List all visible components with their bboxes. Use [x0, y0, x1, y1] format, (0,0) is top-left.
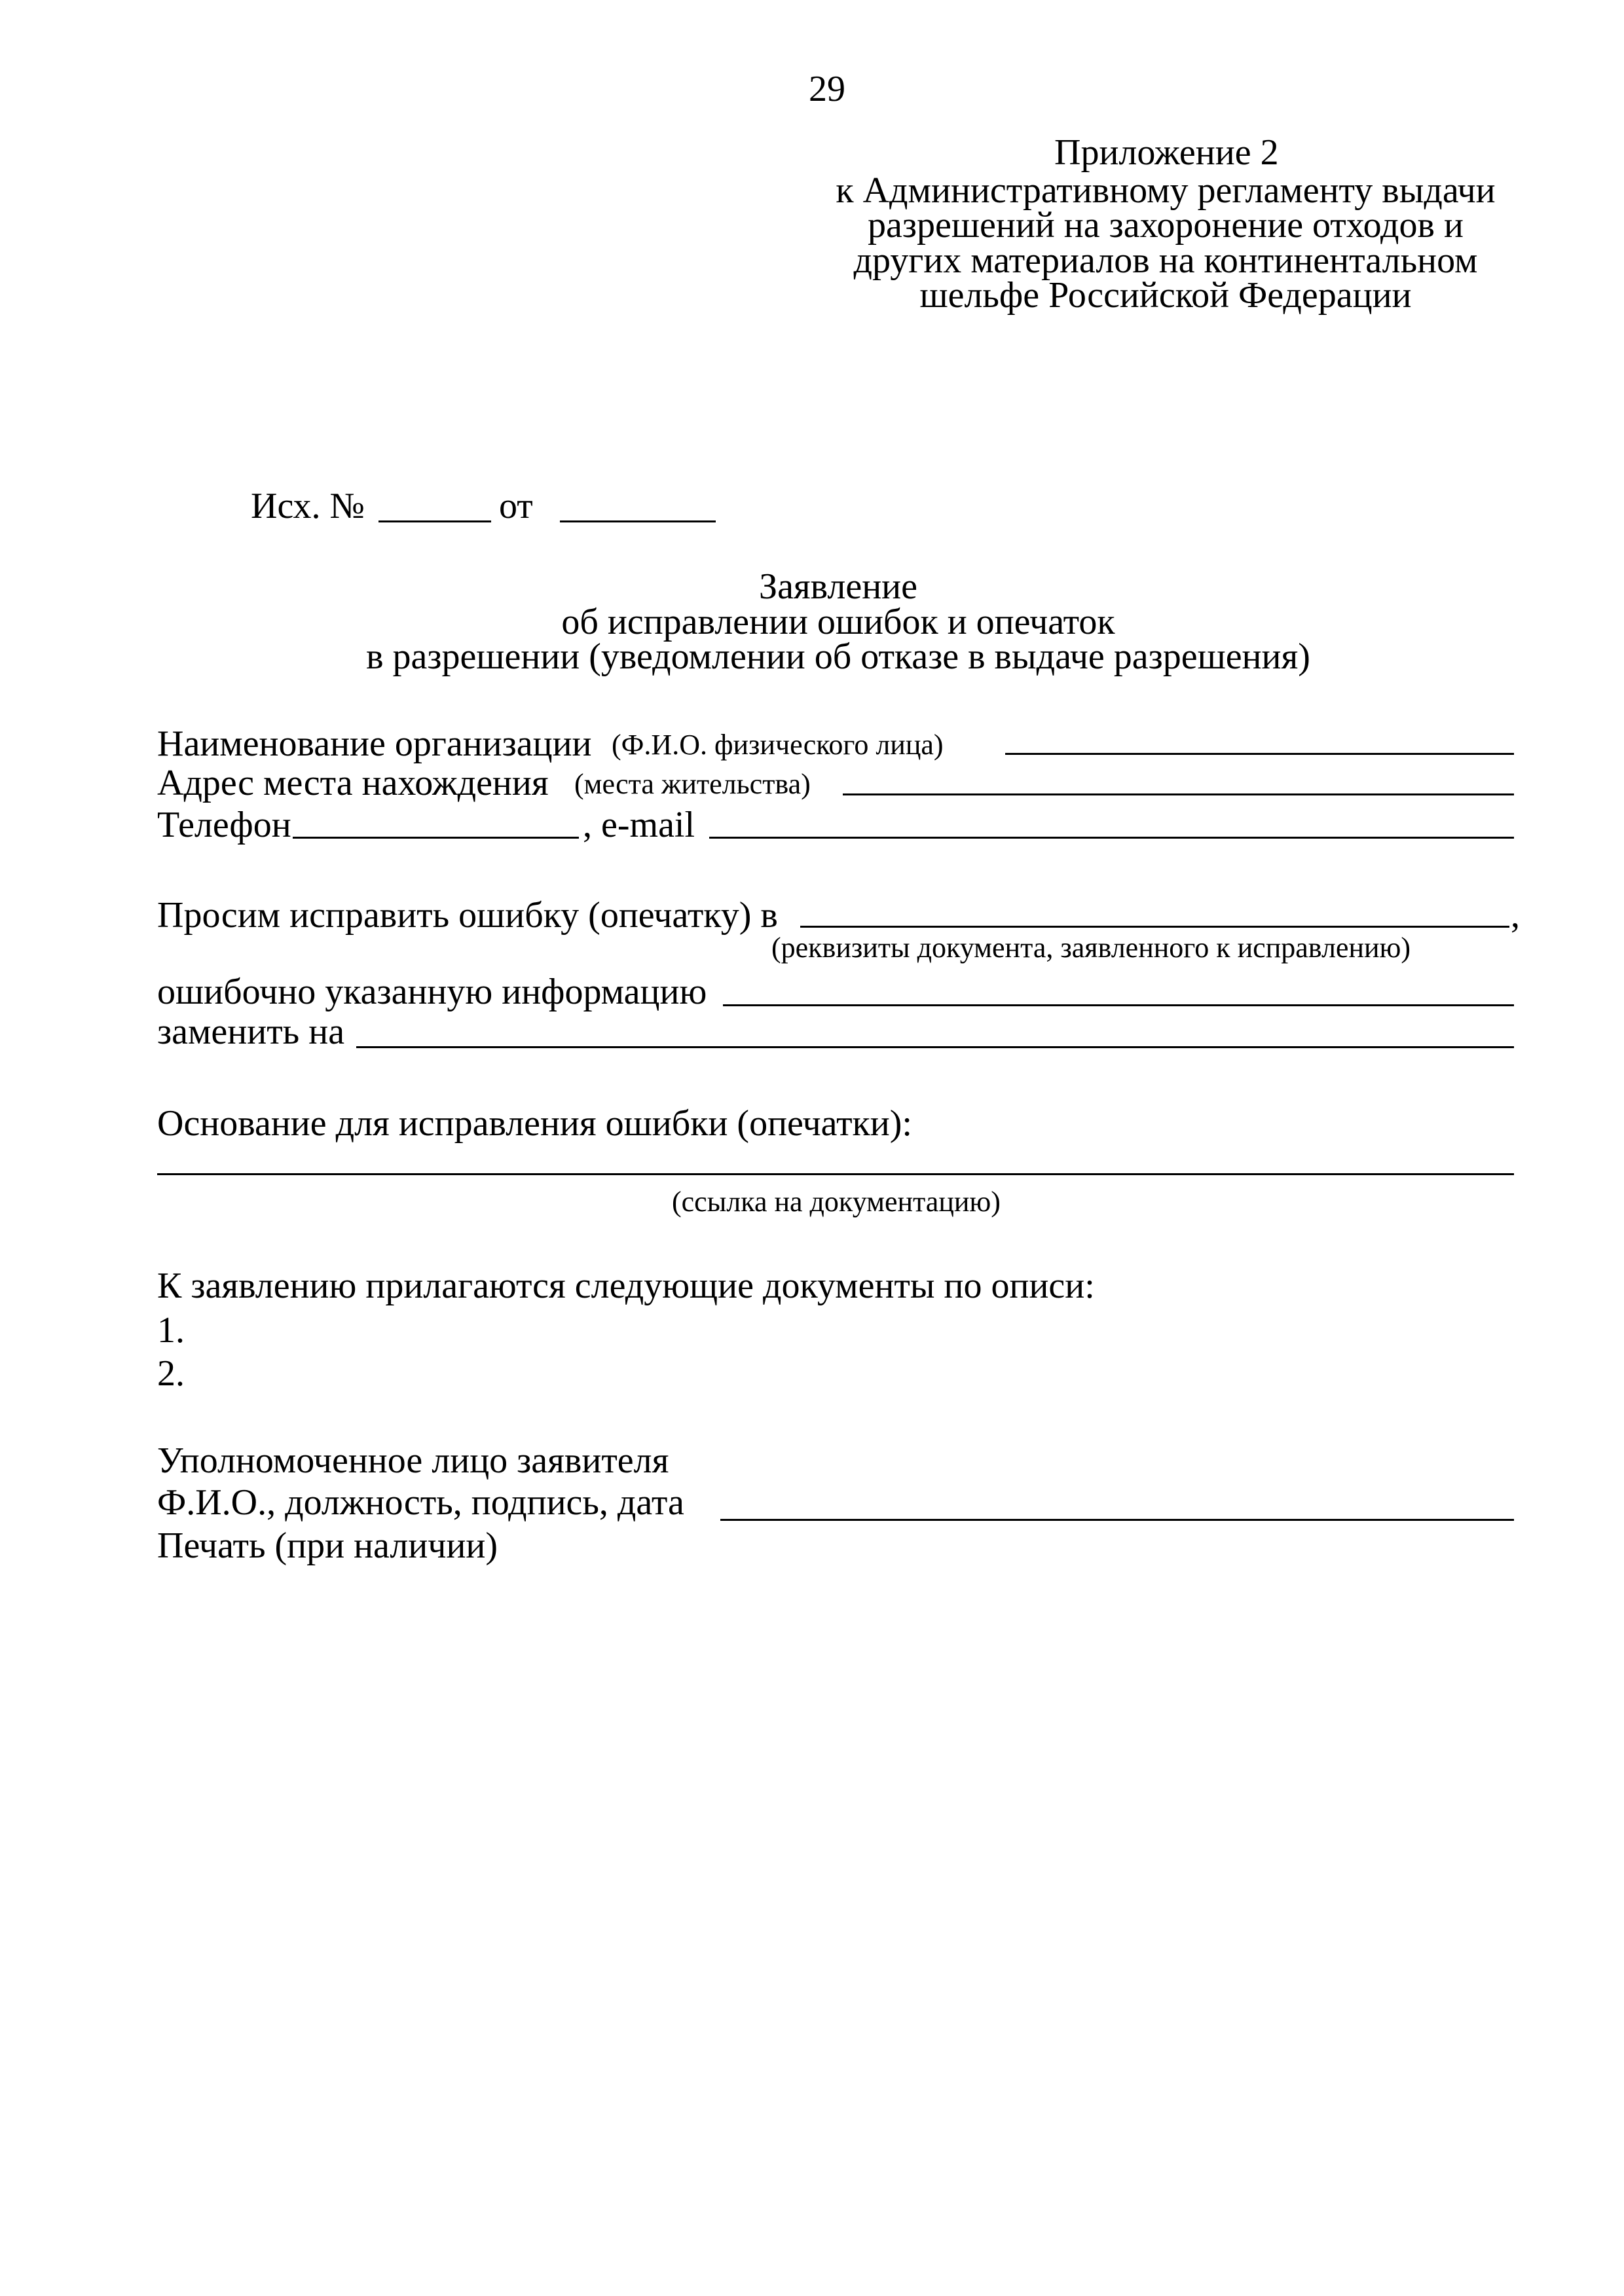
- address-field[interactable]: [843, 793, 1514, 795]
- wrong-info-field[interactable]: [723, 1004, 1514, 1006]
- attachments-label: К заявлению прилагаются следующие документы по описи:: [157, 1266, 1095, 1306]
- signature-details-label: Ф.И.О., должность, подпись, дата: [157, 1482, 684, 1523]
- email-field[interactable]: [709, 837, 1514, 839]
- wrong-info-label: ошибочно указанную информацию: [157, 972, 707, 1012]
- phone-field[interactable]: [293, 837, 579, 839]
- correction-comma: ,: [1511, 895, 1520, 936]
- correction-request-label: Просим исправить ошибку (опечатку) в: [157, 895, 778, 936]
- attachment-item: 2.: [157, 1353, 185, 1394]
- org-name-hint: (Ф.И.О. физического лица): [612, 729, 944, 761]
- outgoing-number-label: Исх. №: [251, 486, 365, 526]
- heading-title: Заявление: [759, 566, 917, 607]
- outgoing-date-label: от: [499, 486, 533, 526]
- phone-label: Телефон: [157, 805, 291, 845]
- stamp-label: Печать (при наличии): [157, 1525, 498, 1566]
- basis-field[interactable]: [157, 1173, 1514, 1175]
- address-label: Адрес места нахождения: [157, 763, 549, 803]
- annex-line-3: других материалов на континентальном: [853, 240, 1478, 281]
- annex-line-1: к Административному регламенту выдачи: [836, 170, 1496, 211]
- basis-hint: (ссылка на документацию): [672, 1186, 1001, 1218]
- email-label: , e-mail: [583, 805, 695, 845]
- heading-line-3: в разрешении (уведомлении об отказе в выдаче разрешения): [366, 636, 1310, 677]
- basis-label: Основание для исправления ошибки (опечатки):: [157, 1103, 912, 1144]
- replace-with-label: заменить на: [157, 1011, 345, 1052]
- signature-field[interactable]: [720, 1519, 1514, 1521]
- replace-with-field[interactable]: [356, 1046, 1514, 1048]
- correction-document-hint: (реквизиты документа, заявленного к исправлению): [771, 932, 1411, 964]
- correction-document-field[interactable]: [800, 926, 1509, 928]
- page-number: 29: [809, 69, 845, 109]
- heading-line-2: об исправлении ошибок и опечаток: [561, 602, 1115, 642]
- outgoing-date-field[interactable]: [560, 520, 716, 522]
- annex-line-4: шельфе Российской Федерации: [919, 275, 1412, 316]
- org-name-field[interactable]: [1005, 753, 1514, 755]
- annex-title: Приложение 2: [1054, 132, 1279, 173]
- authorized-person-label: Уполномоченное лицо заявителя: [157, 1440, 669, 1481]
- annex-line-2: разрешений на захоронение отходов и: [868, 205, 1464, 246]
- attachment-item: 1.: [157, 1310, 185, 1351]
- address-hint: (места жительства): [574, 768, 811, 800]
- org-name-label: Наименование организации: [157, 723, 592, 764]
- outgoing-number-field[interactable]: [378, 520, 491, 522]
